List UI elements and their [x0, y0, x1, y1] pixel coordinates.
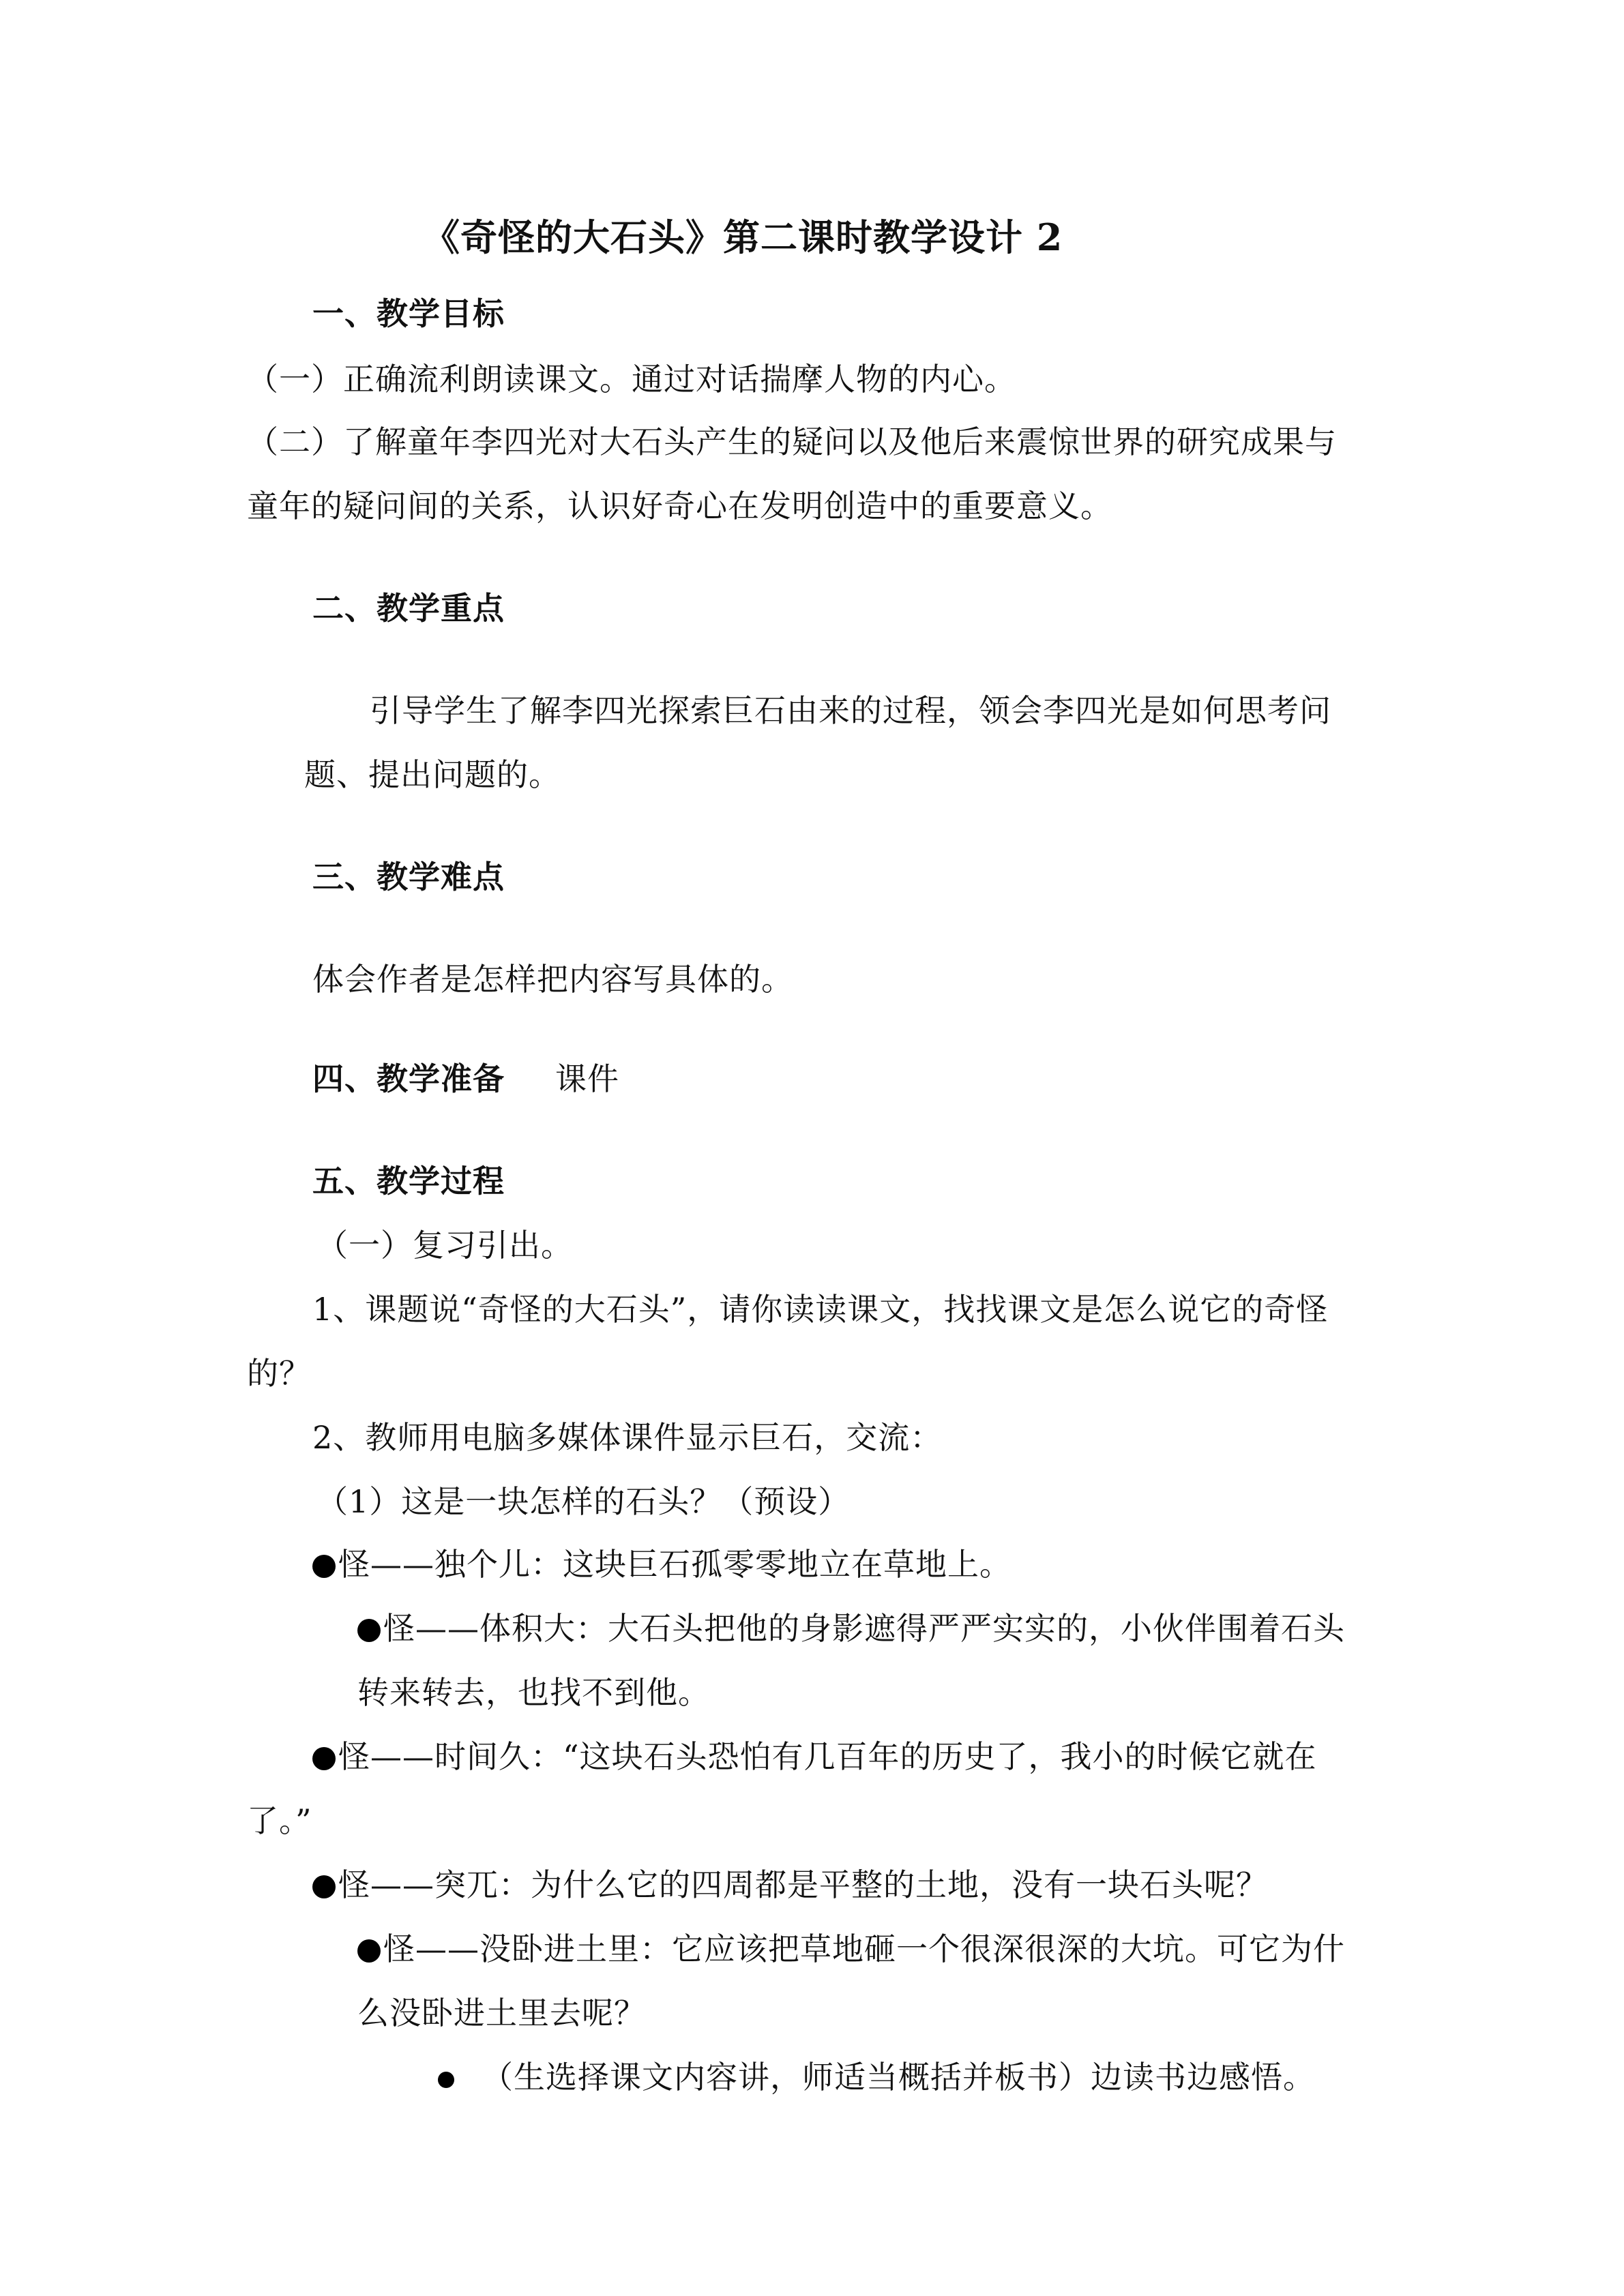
process-p1-line-2: 的？: [247, 1355, 311, 1392]
process-p3: （1）这是一块怎样的石头？（预设）: [316, 1483, 851, 1520]
bullet-item-5-line-1: [357, 1928, 1345, 1969]
objective-1: （一）正确流利朗读课文。通过对话揣摩人物的内心。: [247, 361, 1016, 398]
bullet-item-2-line-2: 转来转去，也找不到他。: [357, 1674, 710, 1711]
bullet-icon: [357, 1619, 381, 1642]
bullet-icon: [357, 1939, 381, 1963]
process-p1-line-1: 1、课题说“奇怪的大石头”，请你读读课文，找找课文是怎么说它的奇怪: [312, 1291, 1329, 1328]
bullet-item-3-line-2: 了。”: [247, 1802, 312, 1839]
bullet-item-5-text: 怪——没卧进土里：它应该把草地砸一个很深很深的大坑。可它为什: [383, 1930, 1345, 1967]
preparation-text: 课件: [555, 1060, 619, 1097]
bullet-item-6-text: （生选择课文内容讲，师适当概括并板书）边读书边感悟。: [482, 2059, 1315, 2096]
bullet-item-2-line-1: [357, 1608, 1345, 1649]
bullet-icon: [312, 1875, 336, 1898]
process-p2: 2、教师用电脑多媒体课件显示巨石，交流：: [312, 1419, 943, 1456]
difficulties-text: 体会作者是怎样把内容写具体的。: [312, 961, 793, 998]
objective-2-line-2: 童年的疑问间的关系，认识好奇心在发明创造中的重要意义。: [247, 488, 1112, 524]
bullet-item-4-text: 怪——突兀：为什么它的四周都是平整的土地，没有一块石头呢？: [338, 1866, 1268, 1903]
bullet-item-5-line-2: 么没卧进土里去呢？: [357, 1995, 646, 2031]
bullet-item-2-text: 怪——体积大：大石头把他的身影遮得严严实实的，小伙伴围着石头: [383, 1610, 1345, 1647]
key-points-line-1: 引导学生了解李四光探索巨石由来的过程，领会李四光是如何思考问: [370, 692, 1331, 729]
bullet-icon: [312, 1747, 336, 1770]
page-title: 《奇怪的大石头》第二课时教学设计 2: [423, 215, 1063, 259]
heading-key-points: 二、教学重点: [312, 590, 505, 627]
bullet-item-1: [312, 1544, 1012, 1585]
heading-objectives: 一、教学目标: [312, 295, 505, 332]
bullet-item-3-text: 怪——时间久：“这块石头恐怕有几百年的历史了，我小的时候它就在: [338, 1738, 1317, 1775]
bullet-item-1-text: 怪——独个儿：这块巨石孤零零地立在草地上。: [338, 1546, 1012, 1583]
process-sub-1: （一）复习引出。: [316, 1227, 573, 1264]
heading-difficulties: 三、教学难点: [312, 859, 505, 895]
bullet-icon: [312, 1555, 336, 1578]
objective-2-line-1: （二）了解童年李四光对大石头产生的疑问以及他后来震惊世界的研究成果与: [247, 423, 1337, 460]
bullet-item-3-line-1: [312, 1736, 1317, 1777]
bullet-icon: [438, 2072, 454, 2088]
bullet-item-4: [312, 1864, 1268, 1905]
heading-process: 五、教学过程: [312, 1163, 505, 1199]
preparation-row: [312, 1058, 619, 1099]
key-points-line-2: 题、提出问题的。: [304, 756, 561, 793]
heading-preparation: 四、教学准备: [312, 1060, 505, 1097]
bullet-item-6: [438, 2057, 1315, 2098]
